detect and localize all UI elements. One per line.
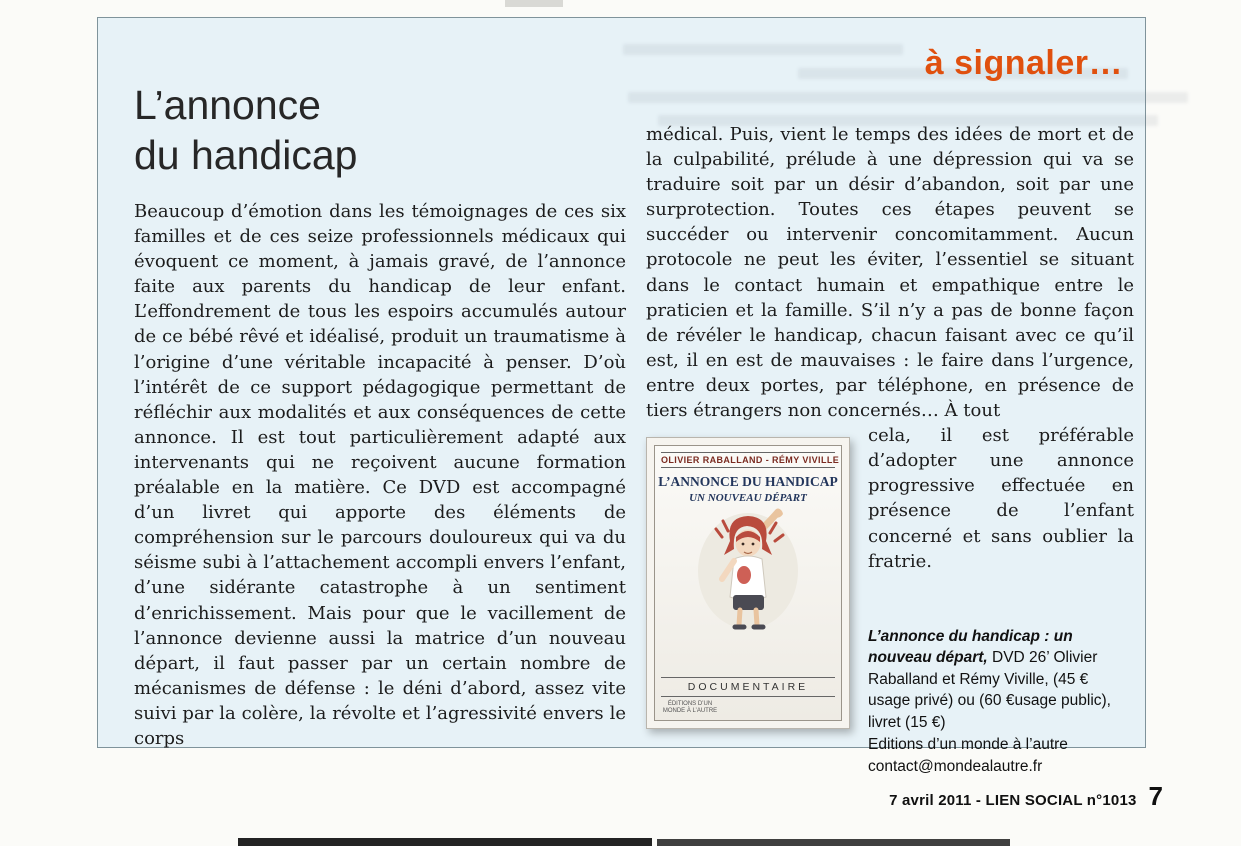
- dvd-category-text: DOCUMENTAIRE: [661, 677, 835, 697]
- page-footer: [889, 781, 1163, 812]
- dvd-authors-text: OLIVIER RABALLAND - RÉMY VIVILLE: [661, 452, 835, 468]
- dvd-title-text: L’ANNONCE DU HANDICAP: [658, 474, 838, 490]
- article-title-line1: L’annonce: [134, 82, 321, 128]
- article-title: [134, 80, 357, 180]
- dvd-section: [646, 423, 1134, 777]
- bleedthrough-artifact: [628, 92, 1188, 103]
- dvd-caption-title: L’annonce du handicap : un nouveau départ,: [868, 627, 1073, 667]
- dvd-side-column: [850, 423, 1134, 777]
- article-body-right-column: [646, 122, 1134, 777]
- bleedthrough-artifact: [623, 44, 903, 55]
- dvd-subtitle-text: UN NOUVEAU DÉPART: [689, 492, 807, 505]
- girl-illustration: [692, 507, 804, 633]
- scan-edge-artifact: [657, 839, 1010, 846]
- footer-issue-text: 7 avril 2011 - LIEN SOCIAL n°1013: [889, 792, 1137, 809]
- footer-page-number: 7: [1148, 781, 1163, 811]
- dvd-caption-email: contact@mondealautre.fr: [868, 757, 1043, 775]
- magazine-page-panel: [97, 17, 1146, 775]
- dvd-caption-publisher: Editions d’un monde à l’autre: [868, 736, 1068, 754]
- article-title-line2: du handicap: [134, 132, 358, 178]
- dvd-publisher-logo: ÉDITIONS D’UN MONDE À L’AUTRE: [662, 701, 718, 715]
- scan-edge-artifact: [238, 838, 652, 846]
- section-label: à signaler…: [924, 44, 1123, 82]
- article-body-left-column: Beaucoup d’émotion dans les témoignages de ces six familles et de ces seize professionnels médicaux qui évoquent ce moment, à jamais gravé, de l’annonce faite aux parents du handicap de leur enfant. L’effondrement de tous les espoirs accumulés autour de ce bébé rêvé et idéalisé, produit un traumatisme à l’origine d’une véritable incapacité à penser. D’où l’intérêt de ce support pédagogique permettant de réfléchir aux modalités et aux conséquences de cette annonce. Il est tout particulièrement adapté aux intervenants qui ne reçoivent aucune formation préalable en la matière. Ce DVD est accompagné d’un livret qui apporte des éléments de compréhension sur le parcours douloureux qui va du séisme subi à l’attachement accompli envers l’enfant, d’une sidérante catastrophe à un sentiment d’enrichissement. Mais pour que le vacillement de l’annonce devienne aussi la matrice d’un nouveau départ, il faut passer par un certain nombre de mécanismes de défense : le déni d’abord, assez vite suivi par la colère, la révolte et l’agressivité envers le corps: [134, 201, 626, 749]
- dvd-caption-credits: DVD 26’ Olivier Raballand et Rémy Viville, (45 € usage privé) ou (60 €usage public), livret (15 €): [868, 649, 1111, 731]
- article-body-right-top: médical. Puis, vient le temps des idées de mort et de la culpabilité, prélude à une dépression qui va se traduire soit par un désir d’abandon, soit par une surprotection. Toutes ces étapes peuvent se succéder ou intervenir concomitamment. Aucun protocole ne peut les éviter, l’essentiel se situant dans le contact humain et empathique entre le praticien et la famille. S’il n’y a pas de bonne façon de révéler le handicap, chacun faisant avec ce qu’il est, il en est de mauvaises : le faire dans l’urgence, entre deux portes, par téléphone, en présence de tiers étrangers non concernés… À tout: [646, 124, 1134, 422]
- dvd-caption-paragraph: [868, 626, 1134, 734]
- dvd-cover-image: [646, 437, 850, 729]
- dvd-caption: [868, 626, 1134, 778]
- dvd-cover-frame: [654, 445, 842, 721]
- article-body-right-wrap: cela, il est préférable d’adopter une annonce progressive effectuée en présence de l’enfant concerné et sans oublier la fratrie.: [868, 425, 1134, 572]
- scan-edge-artifact: [505, 0, 563, 7]
